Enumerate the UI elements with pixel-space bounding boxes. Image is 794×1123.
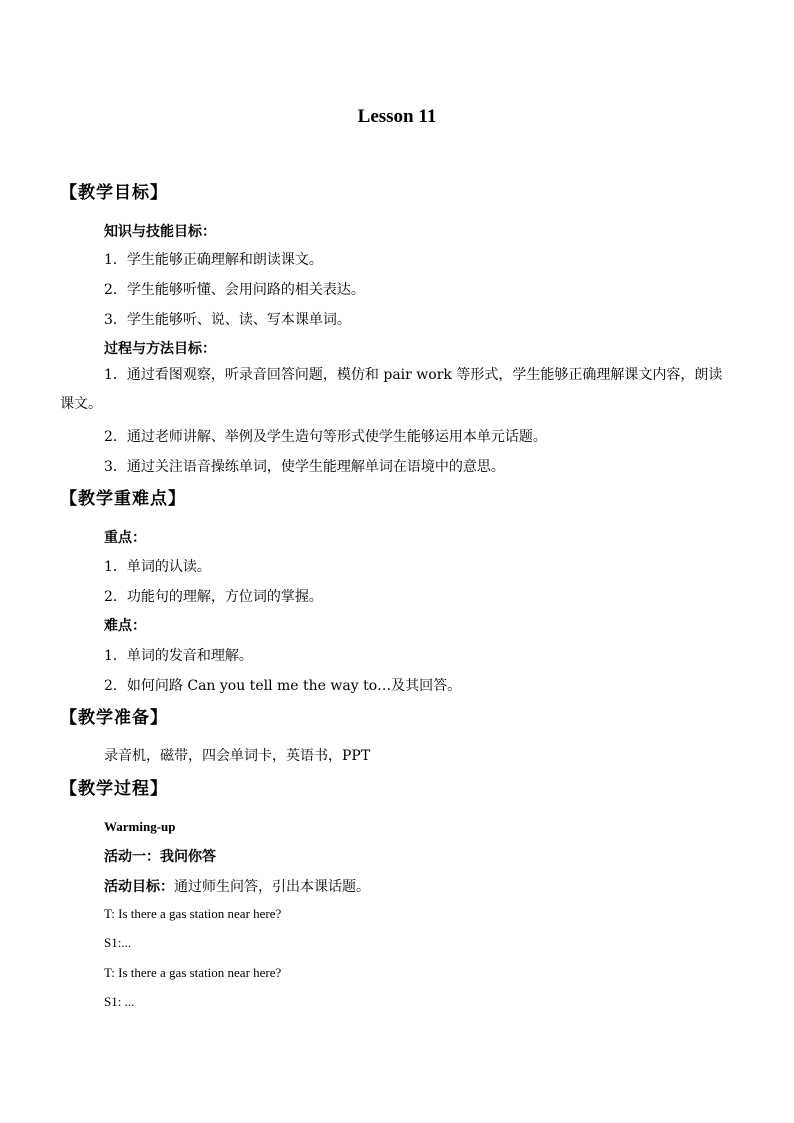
knowledge-label: 知识与技能目标：: [104, 224, 216, 240]
phase-label: Warming-up: [104, 819, 176, 834]
difficult-label: 难点：: [104, 618, 146, 634]
list-item: 2．功能句的理解，方位词的掌握。: [104, 589, 323, 605]
document-title: Lesson 11: [357, 106, 437, 127]
list-item: 2．如何问路 Can you tell me the way to…及其回答。: [104, 678, 462, 694]
section-heading-key-points: 【教学重难点】: [60, 489, 186, 509]
list-item: 1．学生能够正确理解和朗读课文。: [104, 252, 323, 268]
section-heading-preparation: 【教学准备】: [60, 708, 168, 728]
list-item: 3．通过关注语音操练单词，使学生能理解单词在语境中的意思。: [104, 459, 505, 475]
dialogue-line: T: Is there a gas station near here?: [104, 965, 282, 980]
activity-goal-label: 活动目标：: [104, 879, 174, 895]
list-item: 1．单词的认读。: [104, 559, 211, 575]
dialogue-line: T: Is there a gas station near here?: [104, 906, 282, 921]
dialogue-line: S1:...: [104, 935, 132, 950]
list-item: 1．通过看图观察，听录音回答问题，模仿和 pair work 等形式，学生能够正确理解课文内容，朗读课文。: [60, 367, 723, 412]
key-label: 重点：: [104, 530, 146, 546]
activity-title: 活动一：我问你答: [104, 849, 216, 865]
list-item: 3．学生能够听、说、读、写本课单词。: [104, 312, 351, 328]
section-heading-process: 【教学过程】: [60, 779, 168, 799]
process-label: 过程与方法目标：: [104, 341, 216, 357]
list-item: 1．单词的发音和理解。: [104, 648, 253, 664]
activity-goal-text: 通过师生问答，引出本课话题。: [174, 879, 370, 895]
activity-goal: [104, 876, 370, 896]
list-item: 2．通过老师讲解、举例及学生造句等形式使学生能够运用本单元话题。: [104, 429, 547, 445]
dialogue-line: S1: ...: [104, 994, 135, 1009]
section-heading-goals: 【教学目标】: [60, 183, 168, 203]
list-item: 2．学生能够听懂、会用问路的相关表达。: [104, 282, 365, 298]
preparation-text: 录音机，磁带，四会单词卡，英语书，PPT: [104, 748, 371, 764]
